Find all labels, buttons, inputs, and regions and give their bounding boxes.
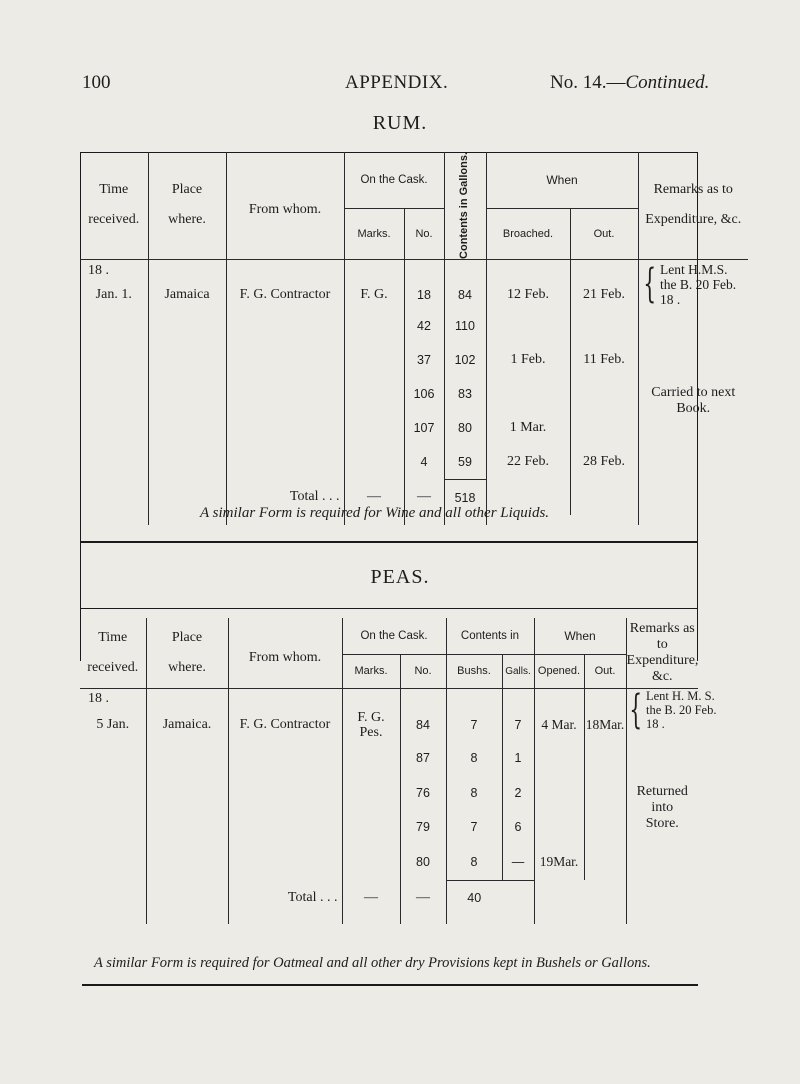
peas-footnote: A similar Form is required for Oatmeal and all other dry Provisions kept in Bushels or Gallons. xyxy=(94,955,651,971)
peas-total-bushs: 40 xyxy=(446,880,502,916)
cell-no: 79 xyxy=(400,810,446,844)
rum-col-marks: Marks. xyxy=(344,209,404,260)
cell-out: 21 Feb. xyxy=(570,281,638,309)
cell-no: 80 xyxy=(400,844,446,880)
section-heading: APPENDIX. xyxy=(345,72,449,93)
cell-broached: 1 Mar. xyxy=(486,411,570,445)
cell-broached: 22 Feb. xyxy=(486,445,570,479)
cell-out xyxy=(584,810,626,844)
peas-place: Jamaica. xyxy=(146,710,228,740)
cell-opened: 19Mar. xyxy=(534,844,584,880)
peas-remark-lent: { Lent H. M. S. the B. 20 Feb. 18 . xyxy=(628,686,717,733)
rum-footnote: A similar Form is required for Wine and all other Liquids. xyxy=(200,505,550,521)
rum-total-no: — xyxy=(404,479,444,515)
rum-title: RUM. xyxy=(372,112,428,134)
table-row xyxy=(80,309,748,343)
peas-from: F. G. Contractor xyxy=(228,710,342,740)
cell-no: 18 xyxy=(404,281,444,309)
reference-suffix: Continued. xyxy=(625,72,710,93)
rum-col-cask: On the Cask. xyxy=(344,152,444,209)
rum-table xyxy=(80,152,748,525)
peas-total-no: — xyxy=(400,880,446,916)
peas-col-opened: Opened. xyxy=(534,654,584,688)
peas-mark: F. G. Pes. xyxy=(342,710,400,740)
rum-col-from: From whom. xyxy=(226,152,344,259)
cell-galls: 6 xyxy=(502,810,534,844)
rum-col-remarks: Remarks as to Expenditure, &c. xyxy=(638,152,748,259)
cell-galls: 1 xyxy=(502,740,534,776)
cell-opened xyxy=(534,810,584,844)
cell-no: 42 xyxy=(404,309,444,343)
table-row xyxy=(80,343,748,377)
brace-icon: { xyxy=(628,686,642,733)
cell-contents: 80 xyxy=(444,411,486,445)
table-row xyxy=(80,810,698,844)
table-row xyxy=(80,710,698,740)
cell-galls: 2 xyxy=(502,776,534,810)
cell-broached: 12 Feb. xyxy=(486,281,570,309)
cell-no: 87 xyxy=(400,740,446,776)
peas-total-row xyxy=(80,880,698,916)
peas-total-label: Total . . . xyxy=(228,880,342,916)
peas-remark-returned: Returned into Store. xyxy=(636,784,688,831)
peas-col-bushs: Bushs. xyxy=(446,654,502,688)
cell-broached xyxy=(486,377,570,411)
cell-opened xyxy=(534,740,584,776)
cell-opened: 4 Mar. xyxy=(534,710,584,740)
rum-total-label: Total . . . xyxy=(226,479,344,515)
brace-icon: { xyxy=(642,261,656,308)
rum-remark-lent: { Lent H.M.S. the B. 20 Feb. 18 . xyxy=(642,261,737,308)
rum-col-when: When xyxy=(486,152,638,209)
cell-no: 106 xyxy=(404,377,444,411)
cell-contents: 110 xyxy=(444,309,486,343)
page-number: 100 xyxy=(82,72,111,93)
cell-contents: 83 xyxy=(444,377,486,411)
cell-bushs: 8 xyxy=(446,740,502,776)
peas-col-when: When xyxy=(534,618,626,654)
cell-no: 107 xyxy=(404,411,444,445)
rum-remark-carried: Carried to next Book. xyxy=(651,385,736,417)
peas-total-marks: — xyxy=(342,880,400,916)
cell-broached: 1 Feb. xyxy=(486,343,570,377)
cell-out xyxy=(584,844,626,880)
peas-top-rule xyxy=(80,608,698,609)
cell-no: 84 xyxy=(400,710,446,740)
peas-col-contents: Contents in xyxy=(446,618,534,654)
rum-year: 18 . xyxy=(80,259,148,281)
cell-broached xyxy=(486,309,570,343)
peas-col-cask: On the Cask. xyxy=(342,618,446,654)
rum-col-no: No. xyxy=(404,209,444,260)
cell-out: 18Mar. xyxy=(584,710,626,740)
cell-bushs: 7 xyxy=(446,810,502,844)
peas-col-no: No. xyxy=(400,654,446,688)
rum-from: F. G. Contractor xyxy=(226,281,344,309)
peas-col-remarks: Remarks as to Expenditure, &c. xyxy=(626,618,698,688)
cell-out xyxy=(570,309,638,343)
cell-out xyxy=(570,411,638,445)
cell-out xyxy=(584,740,626,776)
peas-bottom-rule xyxy=(82,984,698,986)
cell-out xyxy=(570,377,638,411)
cell-opened xyxy=(534,776,584,810)
peas-date: 5 Jan. xyxy=(80,710,146,740)
rum-date: Jan. 1. xyxy=(80,281,148,309)
table-row xyxy=(80,844,698,880)
cell-out: 11 Feb. xyxy=(570,343,638,377)
cell-contents: 102 xyxy=(444,343,486,377)
cell-bushs: 8 xyxy=(446,776,502,810)
rum-col-out: Out. xyxy=(570,209,638,260)
cell-no: 76 xyxy=(400,776,446,810)
cell-contents: 84 xyxy=(444,281,486,309)
rum-col-time: Time received. xyxy=(80,152,148,259)
continuation-reference xyxy=(550,72,709,94)
cell-out xyxy=(584,776,626,810)
table-row xyxy=(80,776,698,810)
table-row xyxy=(80,740,698,776)
cell-no: 37 xyxy=(404,343,444,377)
peas-col-marks: Marks. xyxy=(342,654,400,688)
cell-contents: 59 xyxy=(444,445,486,479)
cell-bushs: 8 xyxy=(446,844,502,880)
table-row xyxy=(80,377,748,411)
cell-galls: 7 xyxy=(502,710,534,740)
rum-bottom-rule xyxy=(80,541,698,543)
peas-title: PEAS. xyxy=(370,566,430,588)
table-row xyxy=(80,445,748,479)
peas-col-from: From whom. xyxy=(228,618,342,688)
peas-col-out: Out. xyxy=(584,654,626,688)
rum-col-place: Place where. xyxy=(148,152,226,259)
cell-out: 28 Feb. xyxy=(570,445,638,479)
peas-year: 18 . xyxy=(80,688,146,710)
peas-table xyxy=(80,618,717,924)
cell-galls: — xyxy=(502,844,534,880)
rum-total-contents: 518 xyxy=(444,479,486,515)
rum-col-broached: Broached. xyxy=(486,209,570,260)
peas-col-time: Time received. xyxy=(80,618,146,688)
reference-prefix: No. 14.— xyxy=(550,72,626,93)
peas-col-place: Place where. xyxy=(146,618,228,688)
rum-col-contents: Contents in Gallons. xyxy=(444,152,486,259)
rum-place: Jamaica xyxy=(148,281,226,309)
cell-no: 4 xyxy=(404,445,444,479)
rum-mark: F. G. xyxy=(344,281,404,309)
cell-bushs: 7 xyxy=(446,710,502,740)
peas-col-galls: Galls. xyxy=(502,654,534,688)
rum-total-marks: — xyxy=(344,479,404,515)
